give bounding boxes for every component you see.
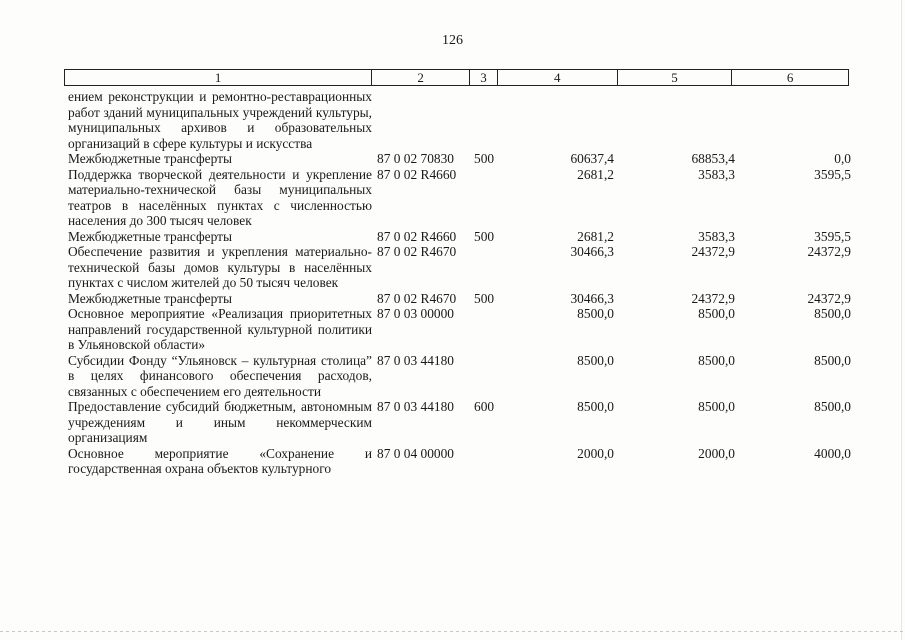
row-value-1: 30466,3 (570, 290, 614, 306)
row-name: Основное мероприятие «Реализация приоритетных направлений государственной культурной политики в Ульяновской области» (68, 306, 372, 352)
row-name: ением реконструкции и ремонтно-реставрационных работ зданий муниципальных учреждений культуры, муниципальных архивов и образовательных организаций в сфере культуры и искусства (68, 89, 372, 151)
table-row (64, 353, 854, 400)
table-row (64, 446, 854, 477)
row-code: 87 0 02 R4670 (377, 244, 457, 259)
row-value-1: 8500,0 (577, 399, 614, 414)
row-value-3: 8500,0 (814, 352, 851, 368)
row-value-3: 3595,5 (814, 228, 851, 244)
header-col-6: 6 (786, 70, 794, 85)
row-value-1: 60637,4 (570, 151, 614, 166)
row-value-3: 0,0 (834, 151, 851, 166)
table-row (64, 229, 854, 245)
header-col-4: 4 (498, 70, 618, 85)
row-code: 87 0 03 44180 (377, 352, 454, 368)
row-value-1: 8500,0 (577, 352, 614, 368)
header-col-3: 3 (470, 70, 498, 85)
row-value-2: 8500,0 (698, 352, 735, 368)
row-name: Обеспечение развития и укрепления материально-технической базы домов культуры в населённых пунктах с числом жителей до 50 тысяч человек (68, 244, 372, 290)
row-type: 500 (474, 151, 495, 166)
header-col-1: 1 (65, 70, 372, 85)
row-name: Межбюджетные трансферты (68, 151, 232, 166)
row-value-1: 2681,2 (577, 228, 614, 244)
row-value-2: 8500,0 (698, 399, 735, 414)
row-type: 500 (474, 228, 495, 244)
row-name: Предоставление субсидий бюджетным, автономным учреждениям и иным некоммерческим организациям (68, 399, 372, 445)
row-value-1: 30466,3 (570, 244, 614, 259)
row-code: 87 0 02 R4670 (377, 290, 457, 306)
row-value-3: 8500,0 (814, 399, 851, 414)
row-value-3: 8500,0 (814, 306, 851, 321)
row-value-3: 24372,9 (807, 290, 851, 306)
row-name: Субсидии Фонду “Ульяновск – культурная столица” в целях финансового обеспечения расходов, связанных с обеспечением его деятельности (68, 352, 372, 399)
row-value-3: 24372,9 (807, 244, 851, 259)
table-row (64, 291, 854, 307)
table-row (64, 306, 854, 353)
table-row (64, 399, 854, 446)
row-name: Основное мероприятие «Сохранение и государственная охрана объектов культурного (68, 445, 372, 476)
row-code: 87 0 02 R4660 (377, 166, 457, 182)
table-row (64, 151, 854, 167)
row-value-1: 2000,0 (577, 445, 614, 461)
row-value-1: 8500,0 (577, 306, 614, 321)
row-value-2: 3583,3 (698, 228, 735, 244)
table-row (64, 244, 854, 291)
page-number: 126 (442, 33, 463, 48)
row-value-2: 68853,4 (691, 151, 735, 166)
header-col-5: 5 (618, 70, 733, 85)
row-value-3: 3595,5 (814, 166, 851, 182)
row-value-2: 2000,0 (698, 445, 735, 461)
row-code: 87 0 02 R4660 (377, 228, 457, 244)
row-name: Межбюджетные трансферты (68, 228, 232, 244)
row-code: 87 0 04 00000 (377, 445, 454, 461)
row-type: 500 (474, 290, 495, 306)
row-code: 87 0 02 70830 (377, 151, 454, 166)
scan-right-edge (901, 0, 902, 640)
row-value-2: 8500,0 (698, 306, 735, 321)
table-row (64, 89, 854, 151)
table-header-row (64, 69, 849, 86)
row-value-2: 24372,9 (691, 290, 735, 306)
row-value-2: 3583,3 (698, 166, 735, 182)
row-value-1: 2681,2 (577, 166, 614, 182)
row-name: Межбюджетные трансферты (68, 290, 232, 306)
scan-bottom-edge (0, 631, 905, 632)
header-col-2: 2 (372, 70, 470, 85)
row-type: 600 (474, 399, 495, 414)
row-value-3: 4000,0 (814, 445, 851, 461)
row-code: 87 0 03 44180 (377, 399, 454, 414)
table-row (64, 167, 854, 229)
table-body (64, 89, 854, 477)
row-code: 87 0 03 00000 (377, 306, 454, 321)
row-name: Поддержка творческой деятельности и укрепление материально-технической базы муниципальных театров в населённых пунктах с численностью населения до 300 тысяч человек (68, 166, 372, 228)
row-value-2: 24372,9 (691, 244, 735, 259)
